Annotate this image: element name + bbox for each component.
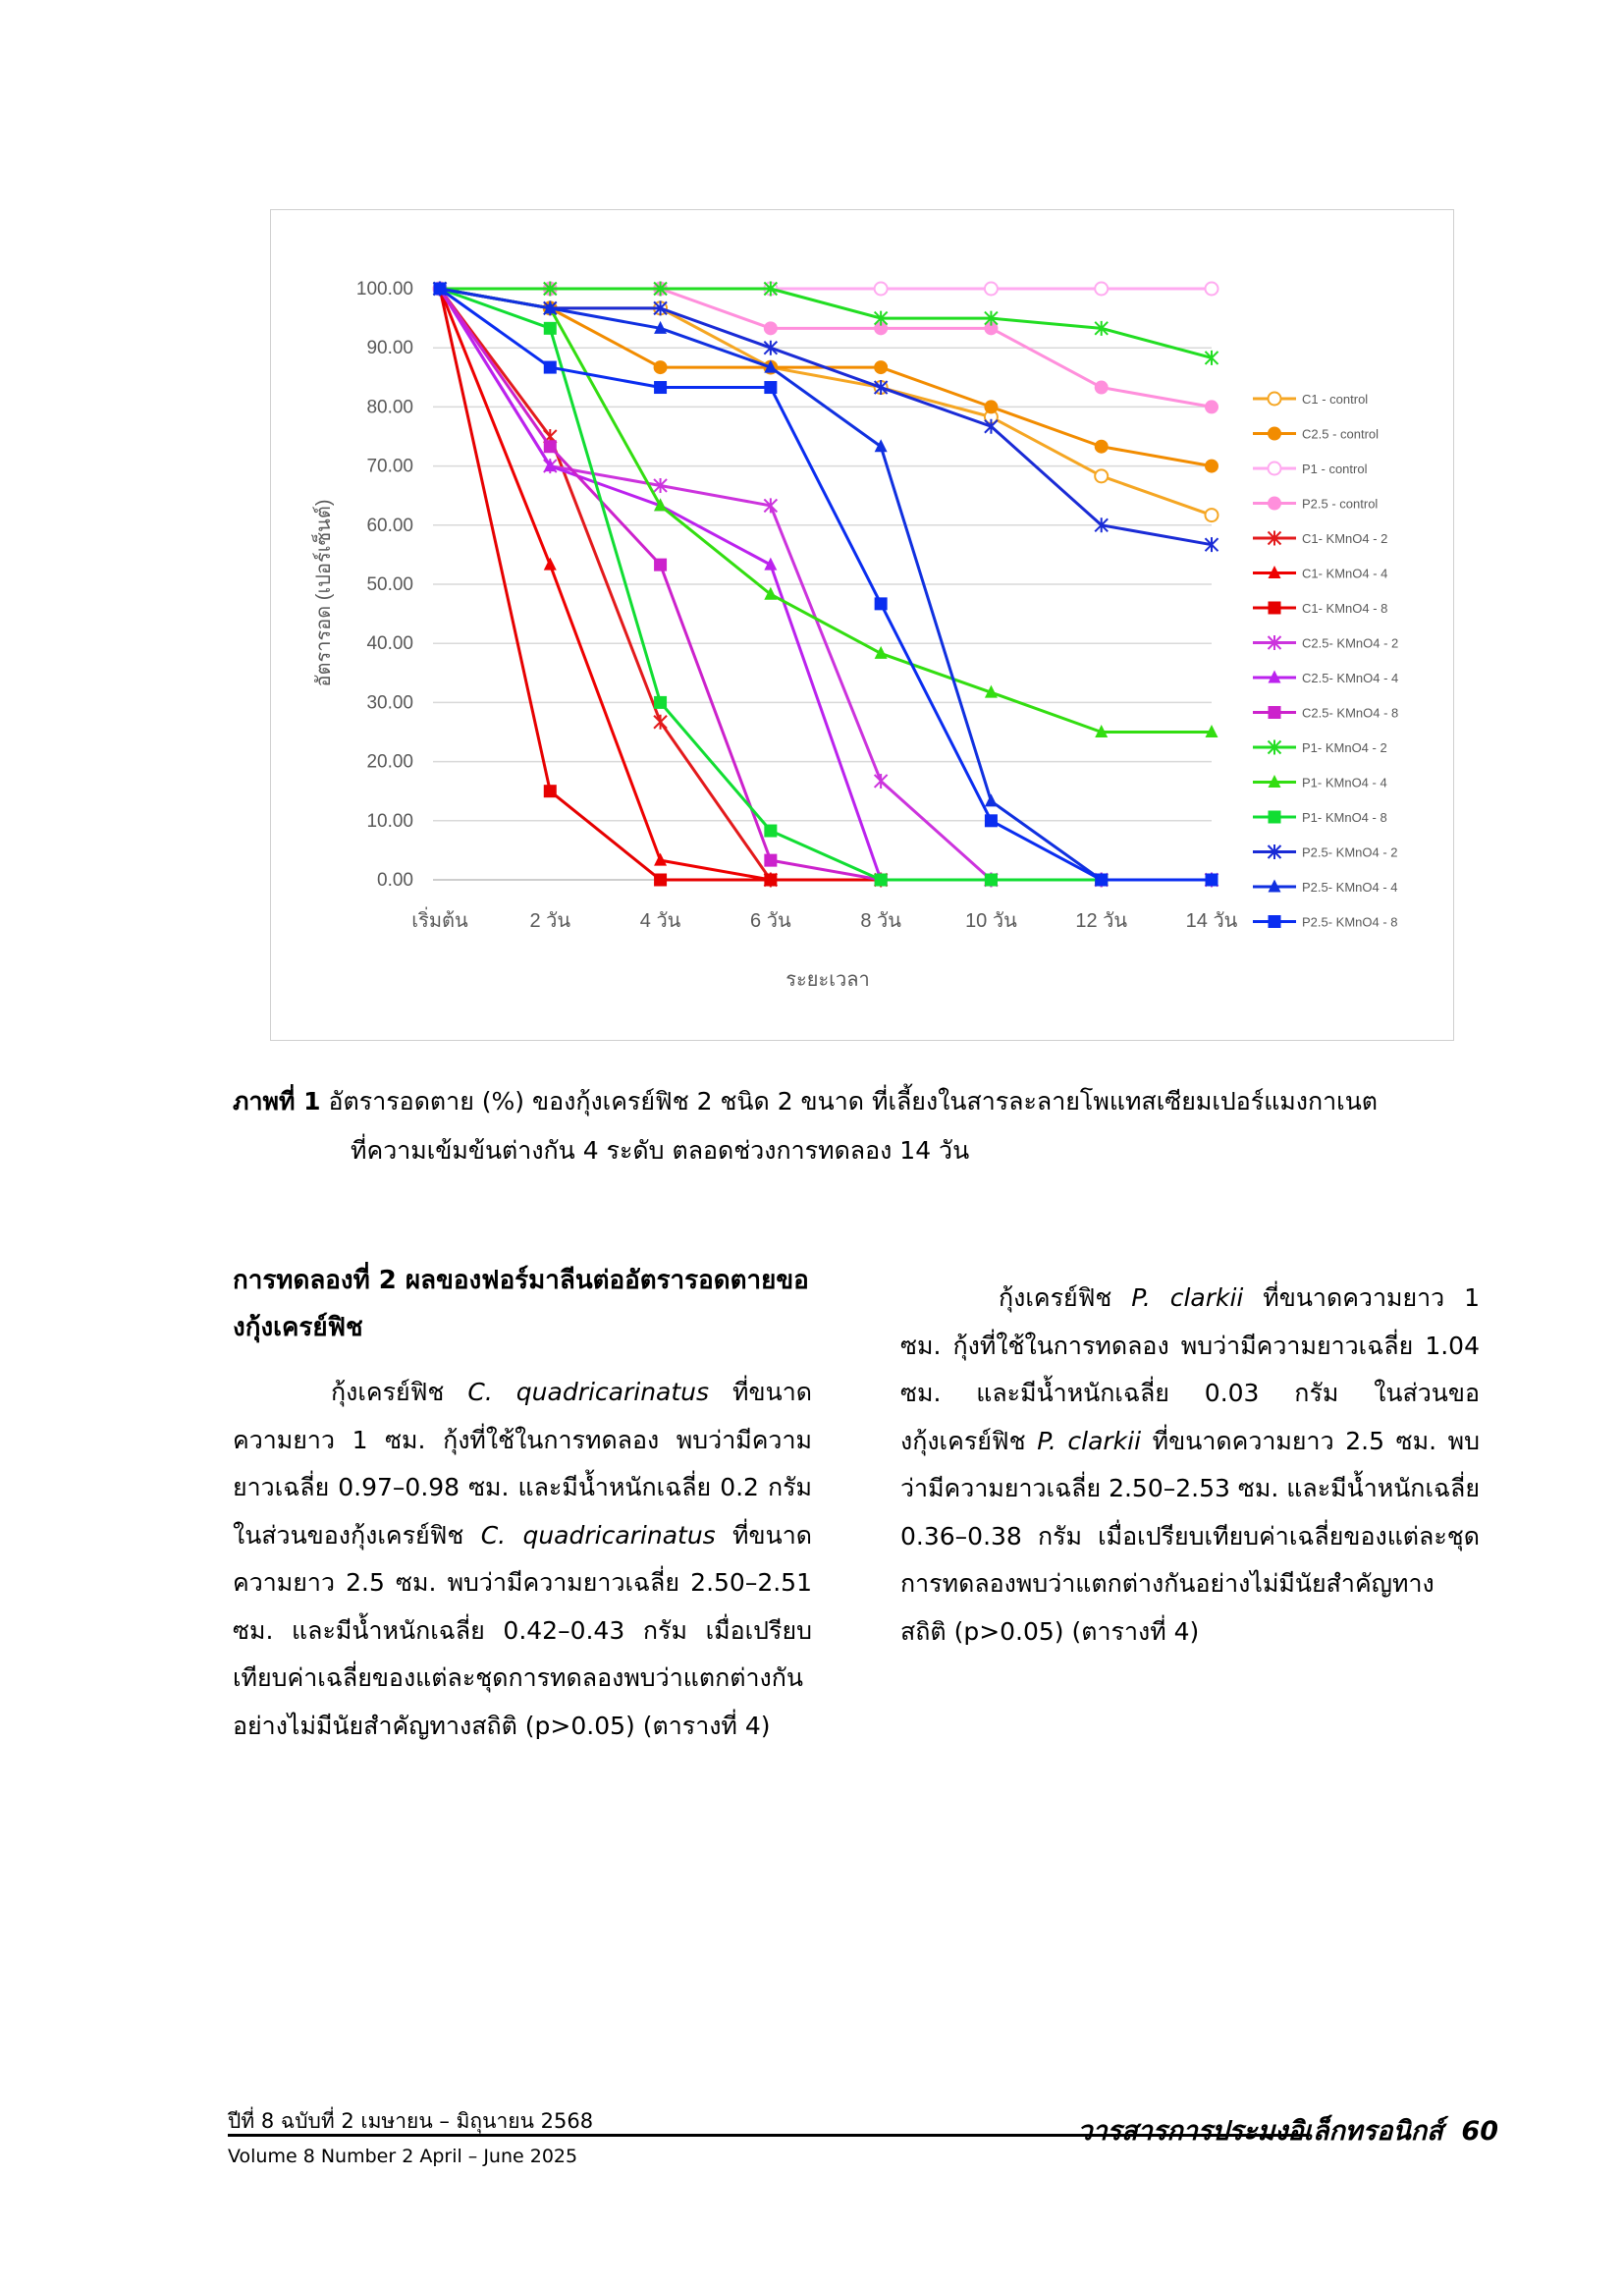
data-point <box>764 381 777 394</box>
y-tick-label: 10.00 <box>366 810 413 832</box>
legend-marker <box>1269 393 1281 406</box>
left-text-c: ที่ขนาดความยาว 2.5 ซม. พบว่ามีความยาวเฉลี่ย 2.50–2.51 ซม. และมีน้ำหนักเฉลี่ย 0.42–0.43 กรัม เมื่อเปรียบเทียบค่าเฉลี่ยของแต่ละชุดการทดลองพบว่าแตกต่างกันอย่างไม่มีนัยสำคัญทางสถิติ (p>0.05) (ตารางที่ 4) <box>233 1520 812 1740</box>
y-tick-label: 0.00 <box>377 870 413 891</box>
y-tick-label: 20.00 <box>366 751 413 773</box>
legend-label: C2.5 - control <box>1302 426 1380 442</box>
data-point <box>544 361 557 374</box>
data-point <box>544 785 557 797</box>
legend-label: C1- KMnO4 - 2 <box>1302 531 1388 546</box>
data-point <box>654 874 667 887</box>
data-point <box>985 874 998 887</box>
y-tick-label: 50.00 <box>366 574 413 595</box>
data-point <box>1206 509 1218 521</box>
data-point <box>654 853 667 866</box>
series-line <box>440 289 1212 733</box>
data-point <box>1206 460 1218 472</box>
data-point <box>1095 440 1108 453</box>
legend-marker <box>1269 497 1281 510</box>
left-text-a: กุ้งเครย์ฟิช <box>331 1378 468 1406</box>
data-point <box>764 825 777 838</box>
section-heading: การทดลองที่ 2 ผลของฟอร์มาลีนต่ออัตรารอดตายของกุ้งเครย์ฟิช <box>233 1266 809 1342</box>
legend-marker <box>1269 427 1281 440</box>
x-tick-label: 12 วัน <box>1075 910 1128 932</box>
data-point <box>875 874 888 887</box>
chart-svg <box>271 210 1453 1040</box>
right-paragraph <box>900 1275 1480 1656</box>
legend-label: C1 - control <box>1302 392 1369 407</box>
data-point <box>1095 469 1108 482</box>
right-text-b: ที่ขนาดความยาว 1 ซม. กุ้งที่ใช้ในการทดลอง พบว่ามีความยาวเฉลี่ย 1.04 ซม. และมีน้ำหนักเฉลี่ย 0.03 กรัม ในส่วนของกุ้งเครย์ฟิช <box>900 1283 1480 1455</box>
data-point <box>544 440 557 453</box>
data-point <box>875 597 888 610</box>
legend-marker <box>1269 706 1281 719</box>
legend-label: P2.5- KMnO4 - 8 <box>1302 914 1398 930</box>
legend-marker <box>1269 811 1281 824</box>
caption-label: ภาพที่ 1 <box>233 1087 321 1116</box>
x-tick-label: 8 วัน <box>860 910 901 932</box>
journal-name: วารสารการประมงอิเล็กทรอนิกส์ <box>1077 2116 1443 2147</box>
data-point <box>654 715 667 730</box>
caption-line2: ที่ความเข้มข้นต่างกัน 4 ระดับ ตลอดช่วงการทดลอง 14 วัน <box>351 1136 970 1165</box>
x-axis-title: ระยะเวลา <box>785 969 870 991</box>
y-tick-label: 100.00 <box>355 279 413 299</box>
data-point <box>985 419 998 434</box>
legend-label: C2.5- KMnO4 - 2 <box>1302 635 1399 651</box>
right-species-1: P. clarkii <box>1131 1283 1244 1312</box>
right-text-a: กุ้งเครย์ฟิช <box>999 1283 1132 1312</box>
x-tick-label: 4 วัน <box>639 910 681 932</box>
legend-label: C1- KMnO4 - 8 <box>1302 601 1388 616</box>
data-point <box>544 558 557 571</box>
legend-label: P2.5- KMnO4 - 4 <box>1302 880 1398 895</box>
x-tick-label: 6 วัน <box>750 910 791 932</box>
legend-label: P1- KMnO4 - 8 <box>1302 810 1387 825</box>
y-tick-label: 70.00 <box>366 456 413 477</box>
legend-marker <box>1269 602 1281 615</box>
footer-journal <box>1077 2109 1498 2151</box>
data-point <box>654 381 667 394</box>
legend-label: C1- KMnO4 - 4 <box>1302 566 1388 581</box>
data-point <box>654 361 667 374</box>
left-paragraph <box>233 1369 812 1750</box>
legend-label: C2.5- KMnO4 - 8 <box>1302 705 1399 721</box>
legend-label: P1 - control <box>1302 462 1368 476</box>
data-point <box>875 283 888 296</box>
x-tick-label: 10 วัน <box>965 910 1017 932</box>
left-text-b: ที่ขนาดความยาว 1 ซม. กุ้งที่ใช้ในการทดลอง พบว่ามีความยาวเฉลี่ย 0.97–0.98 ซม. และมีน้ำหนักเฉลี่ย 0.2 กรัม ในส่วนของกุ้งเครย์ฟิช <box>233 1378 812 1550</box>
data-point <box>985 814 998 827</box>
data-point <box>1206 283 1218 296</box>
figure-caption <box>233 1077 1489 1175</box>
legend-label: P2.5- KMnO4 - 2 <box>1302 844 1398 860</box>
data-point <box>764 322 777 335</box>
footer-issue-th: ปีที่ 8 ฉบับที่ 2 เมษายน – มิถุนายน 2568 <box>228 2109 594 2133</box>
y-tick-label: 60.00 <box>366 515 413 536</box>
legend-label: P1- KMnO4 - 4 <box>1302 775 1387 790</box>
legend-label: P2.5 - control <box>1302 496 1379 512</box>
data-point <box>1095 283 1108 296</box>
data-point <box>654 559 667 572</box>
data-point <box>1095 381 1108 394</box>
data-point <box>544 322 557 335</box>
legend-marker <box>1269 463 1281 475</box>
data-point <box>1095 874 1108 887</box>
x-tick-label: 2 วัน <box>529 910 571 932</box>
data-point <box>985 283 998 296</box>
data-point <box>875 774 888 789</box>
left-species-1: C. quadricarinatus <box>467 1378 710 1406</box>
right-species-2: P. clarkii <box>1037 1426 1142 1455</box>
legend-marker <box>1269 915 1281 928</box>
data-point <box>654 696 667 709</box>
y-tick-label: 40.00 <box>366 633 413 655</box>
caption-line1: อัตรารอดตาย (%) ของกุ้งเครย์ฟิช 2 ชนิด 2 ขนาด ที่เลี้ยงในสารละลายโพแทสเซียมเปอร์แมงกาเนต <box>328 1087 1379 1116</box>
data-point <box>764 854 777 867</box>
data-point <box>1206 401 1218 413</box>
right-text-c: ที่ขนาดความยาว 2.5 ซม. พบว่ามีความยาวเฉลี่ย 2.50–2.53 ซม. และมีน้ำหนักเฉลี่ย 0.36–0.38 กรัม เมื่อเปรียบเทียบค่าเฉลี่ยของแต่ละชุดการทดลองพบว่าแตกต่างกันอย่างไม่มีนัยสำคัญทางสถิติ (p>0.05) (ตารางที่ 4) <box>900 1426 1480 1646</box>
legend-label: P1- KMnO4 - 2 <box>1302 740 1387 755</box>
data-point <box>985 793 998 806</box>
data-point <box>875 361 888 374</box>
data-point <box>434 283 447 296</box>
right-column <box>900 1275 1480 1656</box>
x-tick-label: 14 วัน <box>1185 910 1238 932</box>
data-point <box>764 874 777 887</box>
page-number: 60 <box>1461 2116 1498 2147</box>
survival-chart <box>270 209 1454 1041</box>
legend-label: C2.5- KMnO4 - 4 <box>1302 671 1399 685</box>
x-tick-label: เริ่มต้น <box>411 910 468 932</box>
data-point <box>985 401 998 413</box>
left-column <box>233 1257 812 1750</box>
data-point <box>1206 874 1218 887</box>
left-species-2: C. quadricarinatus <box>480 1520 716 1550</box>
y-tick-label: 80.00 <box>366 397 413 418</box>
y-tick-label: 90.00 <box>366 338 413 359</box>
footer-issue-en: Volume 8 Number 2 April – June 2025 <box>228 2146 578 2167</box>
y-tick-label: 30.00 <box>366 692 413 714</box>
data-point <box>875 439 888 452</box>
y-axis-title: อัตรารอด (เปอร์เซ็นต์) <box>313 499 335 687</box>
